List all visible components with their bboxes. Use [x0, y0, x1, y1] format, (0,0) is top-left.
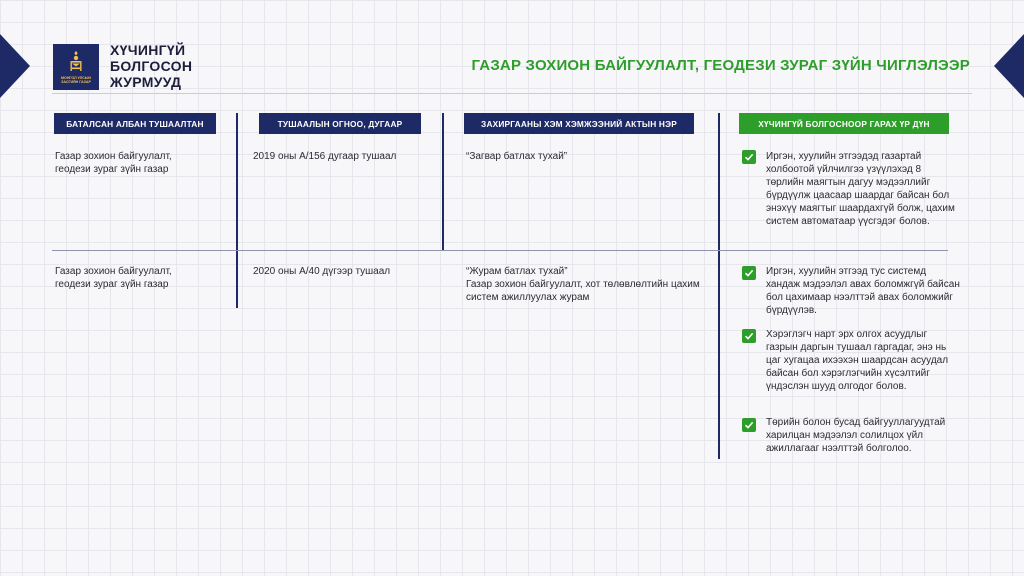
- row-1-result-1: Иргэн, хуулийн этгээдэд газартай холбоотой үйлчилгээ үзүүлэхэд 8 төрлийн маягтын дагуу мэдээллийг бүрдүүлж цаасаар шаардаг байсан бол энэхүү маягтыг шаардахгүй болж, цахим систем автоматаар үүсгэдэг болов.: [766, 151, 955, 227]
- column-header-official: БАТАЛСАН АЛБАН ТУШААЛТАН: [54, 113, 216, 134]
- row-2-act-description: Газар зохион байгуулалт, хот төлөвлөлтийн цахим систем ажиллуулах журам: [466, 279, 700, 303]
- row-2-result-2: Хэрэглэгч нарт эрх олгох асуудлыг газрын даргын тушаал гаргадаг, энэ нь цаг хугацаа ихээхэн шаардсан асуудал байсан бол хэрэглэгчийн хүсэлтийг үндэслэн шууд олгодог болов.: [766, 329, 949, 392]
- left-edge-decoration: [0, 34, 30, 98]
- government-logo: [53, 44, 99, 90]
- row-divider: [52, 250, 948, 251]
- brand-line-2: БОЛГОСОН: [110, 58, 193, 74]
- brand-line-3: ЖУРМУУД: [110, 74, 182, 90]
- brand-title: [110, 42, 192, 90]
- column-divider-1: [236, 113, 238, 308]
- row-2-result-3: Төрийн болон бусад байгууллагуудтай харилцан мэдээлэл солилцох үйл ажиллагааг нээлттэй болголоо.: [766, 417, 946, 454]
- row-2-result-1: Иргэн, хуулийн этгээд тус системд хандаж мэдээлэл авах боломжгүй байсан бол цахимаар нээлттэй авах боломжийг бүрдүүлэв.: [766, 266, 960, 316]
- column-header-act: ЗАХИРГААНЫ ХЭМ ХЭМЖЭЭНИЙ АКТЫН НЭР: [464, 113, 694, 134]
- column-header-result: ХҮЧИНГҮЙ БОЛГОСНООР ГАРАХ ҮР ДҮН: [739, 113, 949, 134]
- right-edge-decoration: [994, 34, 1024, 98]
- soyombo-icon: [69, 50, 83, 74]
- row-2-order: 2020 оны А/40 дүгээр тушаал: [253, 266, 391, 277]
- row-1-order: 2019 оны А/156 дугаар тушаал: [253, 151, 397, 162]
- checkbox-icon: [742, 418, 756, 432]
- checkbox-icon: [742, 150, 756, 164]
- column-divider-3: [718, 113, 720, 459]
- column-divider-2: [442, 113, 444, 251]
- checkbox-icon: [742, 329, 756, 343]
- logo-text: МОНГОЛ УЛСЫН ЗАСГИЙН ГАЗАР: [61, 76, 91, 84]
- row-2-act-title: “Журам батлах тухай”: [466, 266, 568, 277]
- row-1-act-title: “Загвар батлах тухай”: [466, 151, 568, 162]
- column-header-order: ТУШААЛЫН ОГНОО, ДУГААР: [259, 113, 421, 134]
- row-2-official: Газар зохион байгуулалт, геодези зураг зүйн газар: [55, 266, 172, 290]
- brand-line-1: ХҮЧИНГҮЙ: [110, 42, 186, 58]
- title-divider: [52, 93, 972, 94]
- page-title: ГАЗАР ЗОХИОН БАЙГУУЛАЛТ, ГЕОДЕЗИ ЗУРАГ ЗҮЙН ЧИГЛЭЛЭЭР: [471, 57, 970, 74]
- row-1-official: Газар зохион байгуулалт, геодези зураг зүйн газар: [55, 151, 172, 175]
- checkbox-icon: [742, 266, 756, 280]
